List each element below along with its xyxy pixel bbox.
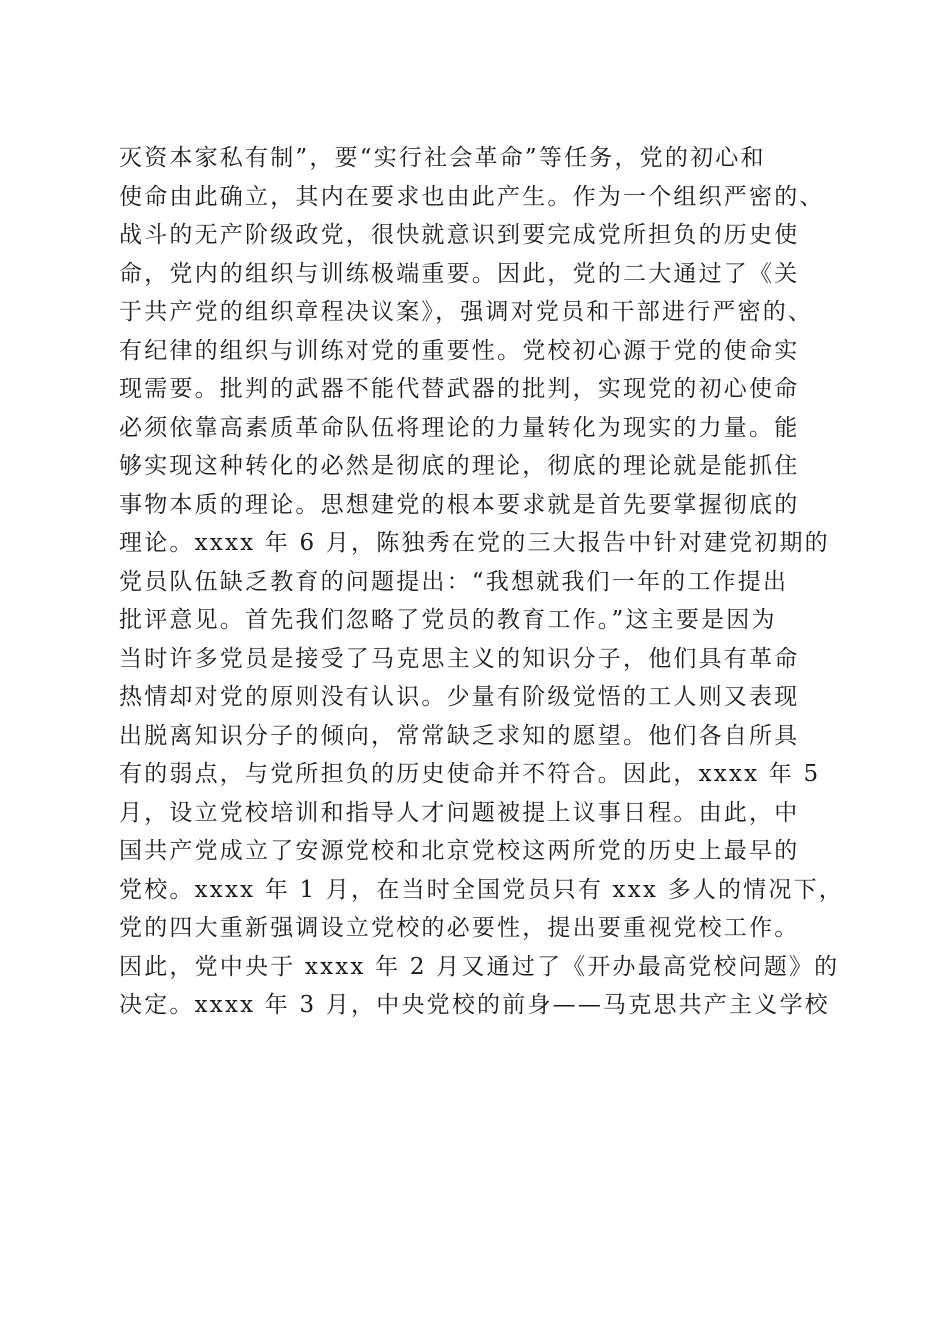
text-line: 出脱离知识分子的倾向，常常缺乏求知的愿望。他们各自所具 — [119, 722, 800, 749]
text-line: 于共产党的组织章程决议案》，强调对党员和干部进行严密的、 — [119, 299, 814, 325]
text-line: 决定。xxxx 年 3 月，中央党校的前身——马克思共产主义学校 — [119, 992, 830, 1018]
text-line: 批评意见。首先我们忽略了党员的教育工作。”这主要是因为 — [119, 607, 777, 633]
text-line: 国共产党成立了安源党校和北京党校这两所党的历史上最早的 — [119, 838, 800, 864]
text-line: 有的弱点，与党所担负的历史使命并不符合。因此，xxxx 年 5 — [119, 761, 821, 787]
text-line: 因此，党中央于 xxxx 年 2 月又通过了《开办最高党校问题》的 — [119, 953, 840, 980]
text-line: 现需要。批判的武器不能代替武器的批判，实现党的初心使命 — [119, 376, 800, 402]
text-line: 当时许多党员是接受了马克思主义的知识分子，他们具有革命 — [119, 645, 800, 672]
body-text — [119, 139, 844, 1025]
text-line: 有纪律的组织与训练对党的重要性。党校初心源于党的使命实 — [119, 337, 800, 364]
text-line: 够实现这种转化的必然是彻底的理论，彻底的理论就是能抓住 — [119, 453, 800, 479]
text-line: 必须依靠高素质革命队伍将理论的力量转化为现实的力量。能 — [119, 414, 800, 441]
text-line: 命，党内的组织与训练极端重要。因此，党的二大通过了《关 — [119, 260, 800, 287]
text-line: 党的四大重新强调设立党校的必要性，提出要重视党校工作。 — [119, 915, 800, 941]
text-line: 热情却对党的原则没有认识。少量有阶级觉悟的工人则又表现 — [119, 684, 800, 710]
text-line: 使命由此确立，其内在要求也由此产生。作为一个组织严密的、 — [119, 183, 825, 210]
text-line: 月，设立党校培训和指导人才问题被提上议事日程。由此，中 — [119, 799, 800, 826]
text-line: 战斗的无产阶级政党，很快就意识到要完成党所担负的历史使 — [119, 222, 800, 248]
text-line: 党校。xxxx 年 1 月，在当时全国党员只有 xxx 多人的情况下， — [119, 876, 844, 903]
text-line: 事物本质的理论。思想建党的根本要求就是首先要掌握彻底的 — [119, 491, 800, 518]
text-line: 灭资本家私有制”，要“实行社会革命”等任务，党的初心和 — [119, 145, 766, 171]
text-line: 理论。xxxx 年 6 月，陈独秀在党的三大报告中针对建党初期的 — [119, 530, 830, 556]
text-line: 党员队伍缺乏教育的问题提出：“我想就我们一年的工作提出 — [119, 568, 789, 595]
